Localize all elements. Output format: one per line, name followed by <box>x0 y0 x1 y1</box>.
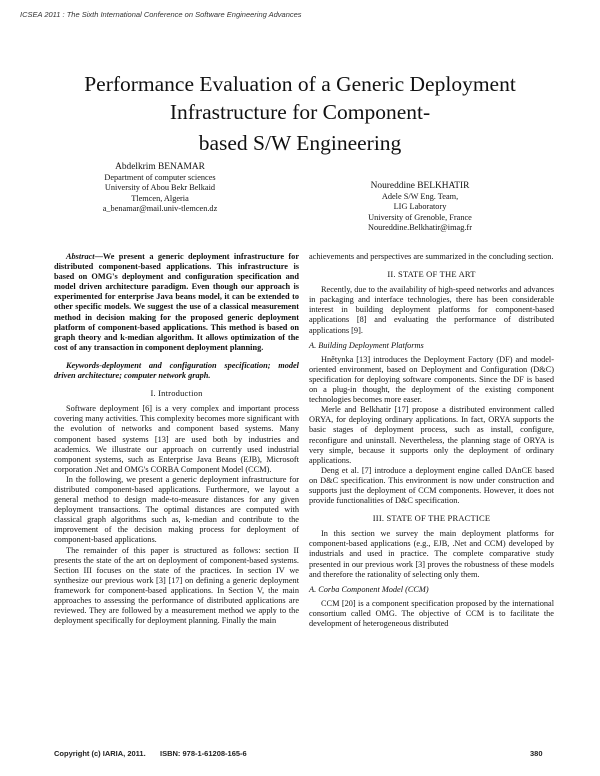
title-line-2: Infrastructure for Component- <box>169 100 431 124</box>
title-line-1: Performance Evaluation of a Generic Deployment <box>84 72 516 96</box>
author-2-affil-1: Adele S/W Eng. Team, <box>381 192 459 201</box>
section-3-heading: III. STATE OF THE PRACTICE <box>372 513 491 524</box>
intro-paragraph-2: In the following, we present a generic deployment infrastructure for distributed component-based applications. Furthermore, we layout a general method to design made-to-measure distances for any given deployment transactions. The optimal distances are computed with classical graph algorithms such as, k-median and contribute to the improvement of the decision making process for deployment of component-based applications. <box>54 474 299 545</box>
subsection-2a-paragraph-2: Merle and Belkhatir [17] propose a distributed environment called ORYA, for deploying ordinary applications. In fact, ORYA supports the basic stages of deployment process, such as install, configure, reconfigure and uninstall. Nevertheless, the planning stage of ORYA is very simple, because it supports only the deployment of ordinary applications. <box>309 405 554 465</box>
abstract-text: —We present a generic deployment infrastructure for distributed component-based applications. This infrastructure is based on OMG's deployment and configuration specification and model driven architecture paradigm. Even though our approach is experimented for enterprise Java beans model, it can be extended to other specific models. We suggest the use of a classical measurement method in decision making for the proposed generic deployment platform of component-based applications. This method is based on graph theory and k-median algorithm. It allows optimization of the cost of any transaction in component deployment planning. <box>54 252 299 352</box>
section-1-heading: I. Introduction <box>150 388 203 399</box>
section-3-paragraph: In this section we survey the main deployment platforms for component-based applications (e.g., EJB, .Net and CCM) developed by industrials and used in practice. The complete comparative study presented in our previous work [3] proves the robustness of these models and therefore the rationality of selecting only them. <box>309 529 554 579</box>
author-1-affil-2: University of Abou Bekr Belkaid <box>104 183 216 193</box>
subsection-2a-paragraph-3: Deng et al. [7] introduce a deployment engine called DAnCE based on D&C specification. This environment is now under construction and supports just the deployment of CCM components. However, it does not provide functionalities of D&C specification. <box>309 465 554 506</box>
keywords: Keywords-deployment and configuration specification; model driven architecture; computer network graph. <box>54 360 299 381</box>
subsection-2a-heading: A. Building Deployment Platforms <box>309 340 424 350</box>
subsection-3a-paragraph: CCM [20] is a component specification proposed by the international consortium called OMG. The objective of CCM is to facilitate the development of heterogeneous distributed <box>309 598 554 628</box>
author-1-affil-3: Tlemcen, Algeria <box>131 193 189 203</box>
author-1-block <box>60 161 260 214</box>
right-column <box>309 252 554 629</box>
running-header: ICSEA 2011 : The Sixth International Conference on Software Engineering Advances <box>20 10 302 19</box>
footer-isbn: ISBN: 978-1-61208-165-6 <box>160 749 247 758</box>
paper-title <box>40 70 560 157</box>
author-1-affil-1: Department of computer sciences <box>104 173 216 182</box>
abstract <box>54 252 299 353</box>
left-column <box>54 252 299 626</box>
author-2-affil-3: University of Grenoble, France <box>368 212 472 222</box>
subsection-2a-paragraph-1: Hnětynka [13] introduces the Deployment Factory (DF) and model-oriented environment, based on Deployment and Configuration (D&C) specification for deploying software components. Since the DF is based on a plug-in thought, the deployment of the existing component technologies becomes more easer. <box>309 354 554 405</box>
author-1-email: a_benamar@mail.univ-tlemcen.dz <box>102 203 218 213</box>
author-1-name: Abdelkrim BENAMAR <box>115 162 205 172</box>
title-line-3: based S/W Engineering <box>198 131 402 155</box>
section-2-heading: II. STATE OF THE ART <box>387 269 476 280</box>
author-2-email: Noureddine.Belkhatir@imag.fr <box>368 222 472 232</box>
section-2-paragraph: Recently, due to the availability of high-speed networks and advances in packaging and interface technologies, there has been considerable interest in building deployment platforms for component-based applications [8] and evaluating the performance of distributed applications [9]. <box>309 285 554 335</box>
intro-paragraph-3: The remainder of this paper is structured as follows: section II presents the state of the art on deployment of component-based systems. Section III focuses on the state of the practices. In section IV we synthesize our previous work [3] [17] on defining a generic deployment framework for component-based applications. In Section V, the main approaches to assessing the performance of distributed applications are reviewed. They are followed by a measurement method we apply to the deployment specifically for deployment planning. Finally the main <box>54 545 299 626</box>
author-2-affil-2: LIG Laboratory <box>393 202 447 212</box>
footer-page-number: 380 <box>530 749 543 758</box>
abstract-label: Abstract <box>66 252 95 261</box>
footer-copyright: Copyright (c) IARIA, 2011. <box>54 749 146 758</box>
author-2-name: Noureddine BELKHATIR <box>370 181 470 191</box>
intro-paragraph-1: Software deployment [6] is a very complex and important process covering many activities. This complexity becomes more significant with the evolution of networks and component based systems. Many component based systems [13] are used both by industries and academics. We illustrate our approach on currently used industrial component systems, such as Enterprise Java Beans (EJB), Microsoft corporation .Net and OMG's CORBA Component Model (CCM). <box>54 404 299 474</box>
intro-continuation: achievements and perspectives are summarized in the concluding section. <box>309 252 554 261</box>
author-2-block <box>320 180 520 233</box>
subsection-3a-heading: A. Corba Component Model (CCM) <box>309 584 429 594</box>
